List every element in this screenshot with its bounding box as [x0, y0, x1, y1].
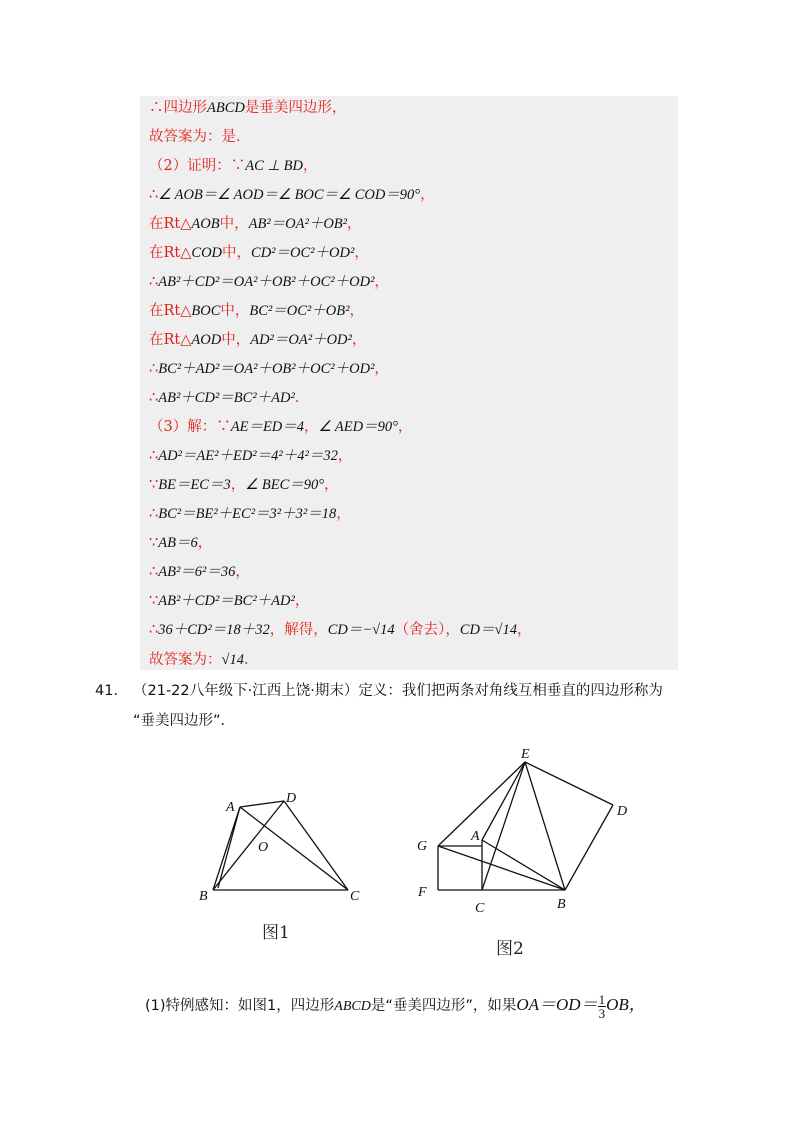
- part1-line: [145, 990, 646, 1022]
- solution-text: ．: [294, 390, 310, 406]
- figure-2: [405, 740, 645, 920]
- solution-line: [149, 185, 435, 205]
- fig1-edge-dc: [284, 801, 348, 890]
- solution-line: [149, 417, 412, 437]
- solution-text: ，: [304, 419, 319, 435]
- solution-line: [149, 446, 352, 466]
- part1-mid: 是“垂美四边形”，如果: [370, 998, 517, 1014]
- logic-symbol: ∴: [149, 361, 159, 377]
- fig2-edge-ec: [482, 762, 525, 890]
- solution-line: [149, 272, 389, 292]
- solution-math: COD: [191, 245, 223, 261]
- figure-1-caption: 图1: [262, 923, 290, 943]
- solution-text: ，: [397, 419, 413, 435]
- solution-line: [149, 620, 531, 640]
- solution-math: AB²＝6²＝36: [158, 564, 236, 580]
- solution-text: ，: [347, 216, 362, 232]
- solution-math: √14: [221, 652, 244, 668]
- fig1-label-o: O: [258, 840, 269, 855]
- solution-math: BOC: [191, 303, 221, 319]
- solution-math: CD＝√14: [459, 622, 517, 638]
- logic-symbol: ∴: [149, 274, 159, 290]
- question-source: （21-22八年级下·江西上饶·期末）定义：我们把两条对角线互相垂直的四边形称为: [133, 683, 663, 699]
- solution-text: 故答案为：: [149, 652, 222, 668]
- solution-math: AB²＋CD²＝BC²＋AD²: [158, 593, 295, 609]
- part1-math: ABCD: [334, 999, 371, 1014]
- solution-text: ，: [302, 158, 318, 174]
- logic-symbol: ∵: [149, 477, 159, 493]
- solution-math: BC²＝OC²＋OB²: [249, 303, 350, 319]
- fig2-label-g: G: [417, 839, 428, 854]
- solution-text: ．: [243, 652, 259, 668]
- solution-text: 中，: [222, 245, 252, 261]
- solution-line: [149, 562, 250, 582]
- solution-math: AB²＋CD²＝OA²＋OB²＋OC²＋OD²: [158, 274, 375, 290]
- fig1-line-a-mid: [218, 807, 240, 888]
- solution-line: [149, 330, 366, 350]
- solution-math: BC²＋AD²＝OA²＋OB²＋OC²＋OD²: [158, 361, 375, 377]
- solution-math: AB²＋CD²＝BC²＋AD²: [158, 390, 295, 406]
- figure-1: [190, 780, 375, 910]
- solution-text: ，: [336, 506, 351, 522]
- question-number: 41．: [95, 683, 128, 699]
- solution-line: [149, 214, 362, 234]
- logic-symbol: ∵: [149, 535, 159, 551]
- solution-math: ∠ AED＝90°: [318, 419, 398, 435]
- fig2-label-f: F: [418, 885, 427, 900]
- part1-fraction: [598, 993, 607, 1020]
- solution-text: 中，: [219, 216, 249, 232]
- solution-line: [149, 475, 339, 495]
- solution-math: AOB: [191, 216, 220, 232]
- part1-eq: OA＝OD＝: [516, 995, 598, 1014]
- solution-text: ，: [294, 593, 310, 609]
- solution-text: 故答案为：是．: [149, 129, 251, 145]
- solution-text: ，: [337, 448, 353, 464]
- solution-math: AC ⊥ BD: [245, 158, 303, 174]
- part1-tail: OB，: [606, 995, 646, 1014]
- solution-math: CD²＝OC²＋OD²: [251, 245, 355, 261]
- fig1-edge-ad: [240, 801, 284, 807]
- fig1-diagonal-ac: [240, 807, 348, 890]
- logic-symbol: ∵: [149, 593, 159, 609]
- solution-text: 四边形: [163, 100, 207, 116]
- logic-symbol: ∴: [149, 506, 159, 522]
- logic-symbol: ∴: [149, 390, 159, 406]
- logic-symbol: ∴: [149, 622, 159, 638]
- solution-text: ，: [374, 274, 389, 290]
- solution-text: ，: [230, 477, 246, 493]
- solution-text: ，: [516, 622, 532, 638]
- fig2-edge-gb: [438, 846, 565, 890]
- solution-math: CD＝−√14: [327, 622, 395, 638]
- solution-math: ABCD: [207, 100, 245, 116]
- solution-math: AOD: [191, 332, 222, 348]
- solution-math: BC²＝BE²＋EC²＝3²＋3²＝18: [158, 506, 337, 522]
- solution-line: [149, 533, 212, 553]
- solution-line: [149, 388, 309, 408]
- solution-math: ∠ BEC＝90°: [245, 477, 325, 493]
- question-continuation: “垂美四边形”．: [133, 713, 236, 729]
- solution-line: [149, 359, 389, 379]
- logic-symbol: ∴: [149, 448, 159, 464]
- solution-math: AD²＝OA²＋OD²: [250, 332, 352, 348]
- solution-line: [149, 127, 251, 147]
- fraction-denominator: 3: [598, 1005, 606, 1021]
- solution-line: [149, 301, 364, 321]
- solution-text: 中，: [221, 332, 251, 348]
- logic-symbol: ∴: [149, 187, 159, 203]
- solution-text: ，: [324, 477, 339, 493]
- solution-box: [140, 96, 678, 670]
- solution-text: 在Rt△: [149, 303, 192, 319]
- fig2-edge-eb: [525, 762, 565, 890]
- fig1-label-a: A: [226, 800, 235, 815]
- solution-text: ，解得，: [269, 622, 328, 638]
- fig2-label-e: E: [521, 747, 530, 762]
- fig2-edge-db: [565, 805, 613, 890]
- logic-symbol: ∴: [149, 100, 164, 116]
- part1-prefix: (1)特例感知：如图1，四边形: [145, 998, 335, 1014]
- solution-line: [149, 156, 317, 176]
- solution-math: AB＝6: [158, 535, 198, 551]
- fig1-label-d: D: [286, 791, 297, 806]
- solution-text: ，: [420, 187, 435, 203]
- solution-line: [149, 243, 369, 263]
- solution-text: （舍去），: [394, 622, 460, 638]
- solution-text: ，: [197, 535, 213, 551]
- solution-math: BE＝EC＝3: [158, 477, 231, 493]
- solution-text: 是垂美四边形，: [244, 100, 347, 116]
- solution-text: 在Rt△: [149, 332, 192, 348]
- fig2-edge-ed: [525, 762, 613, 805]
- solution-text: （2）证明：∵: [149, 158, 246, 174]
- fraction-numerator: 1: [598, 991, 606, 1007]
- solution-text: （3）解：∵: [149, 419, 231, 435]
- solution-math: AE＝ED＝4: [230, 419, 305, 435]
- solution-math: AD²＝AE²＋ED²＝4²＋4²＝32: [158, 448, 338, 464]
- figure-2-caption: 图2: [496, 939, 524, 959]
- solution-text: ，: [349, 303, 364, 319]
- fig2-label-d: D: [617, 804, 628, 819]
- solution-text: ，: [235, 564, 250, 580]
- fig2-label-b: B: [557, 897, 566, 912]
- solution-line: [149, 504, 351, 524]
- solution-line: [149, 650, 258, 670]
- fig1-label-c: C: [350, 889, 360, 904]
- fig2-label-c: C: [475, 901, 485, 916]
- solution-text: 中，: [220, 303, 250, 319]
- fig2-edge-ge: [438, 762, 525, 846]
- solution-line: [149, 98, 346, 118]
- solution-math: ∠ AOB＝∠ AOD＝∠ BOC＝∠ COD＝90°: [158, 187, 421, 203]
- solution-text: ，: [374, 361, 389, 377]
- solution-math: AB²＝OA²＋OB²: [248, 216, 348, 232]
- fig2-label-a: A: [471, 829, 480, 844]
- solution-text: 在Rt△: [149, 245, 192, 261]
- logic-symbol: ∴: [149, 564, 159, 580]
- solution-text: ，: [351, 332, 367, 348]
- solution-text: ，: [354, 245, 369, 261]
- fig1-label-b: B: [199, 889, 208, 904]
- solution-math: 36＋CD²＝18＋32: [158, 622, 270, 638]
- fig2-edge-ea: [482, 762, 525, 840]
- solution-line: [149, 591, 309, 611]
- solution-text: 在Rt△: [149, 216, 192, 232]
